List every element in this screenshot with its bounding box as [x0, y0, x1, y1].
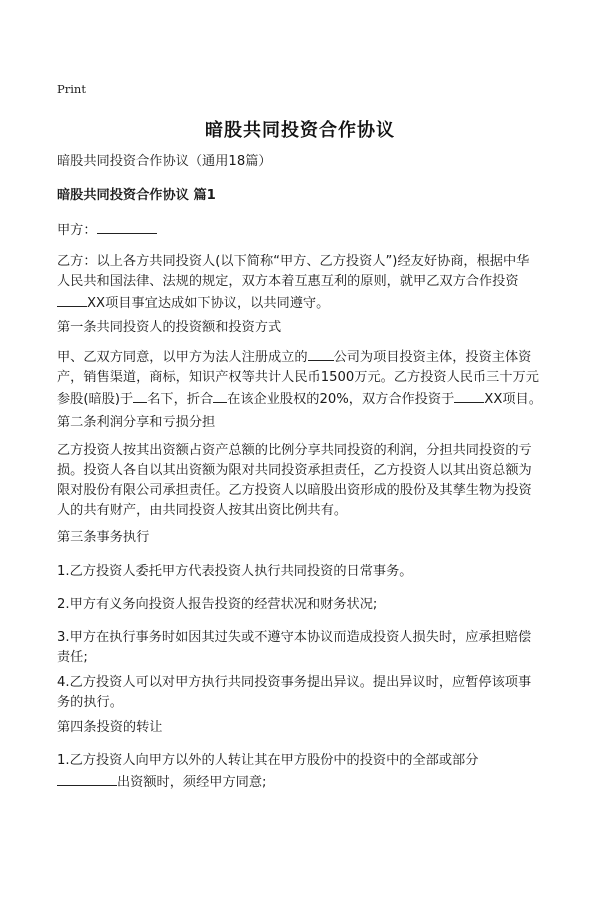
paragraph-line: 甲、乙双方同意，以甲方为法人注册成立的 公司为项目投资主体，投资主体资	[57, 346, 557, 368]
paragraph-line: 产，销售渠道，商标，知识产权等共计人民币1500万元。乙方投资人民币三十万元	[57, 370, 539, 385]
blank-line	[97, 219, 157, 234]
article-3-title: 第三条事务执行	[57, 530, 150, 545]
paragraph-line: 4.乙方投资人可以对甲方执行共同投资事务提出异议。提出异议时，应暂停该项事	[57, 675, 532, 690]
article-3-item-1: 1.乙方投资人委托甲方代表投资人执行共同投资的日常事务。	[57, 564, 413, 579]
blank-line	[133, 388, 147, 403]
party-b-paragraph	[57, 252, 557, 314]
article-3-item-2: 2.甲方有义务向投资人报告投资的经营状况和财务状况;	[57, 597, 378, 612]
paragraph-line: XX项目事宜达成如下协议，以共同遵守。	[57, 292, 557, 314]
section-heading: 暗股共同投资合作协议 篇1	[57, 188, 216, 203]
paragraph-line: 损。投资人各自以其出资额为限对共同投资承担责任，乙方投资人以其出资总额为	[57, 463, 532, 478]
paragraph-line: 出资额时，须经甲方同意;	[57, 771, 557, 793]
article-3-item-3	[57, 628, 557, 668]
blank-line	[308, 346, 334, 361]
article-4-paragraph	[57, 751, 557, 793]
document-title: 暗股共同投资合作协议	[205, 120, 395, 141]
article-1-title: 第一条共同投资人的投资额和投资方式	[57, 320, 282, 335]
article-2-paragraph	[57, 441, 557, 521]
paragraph-line: 乙方投资人按其出资额占资产总额的比例分享共同投资的利润，分担共同投资的亏	[57, 443, 532, 458]
blank-line	[454, 388, 484, 403]
article-1-paragraph	[57, 346, 557, 410]
paragraph-line: 人民共和国法律、法规的规定，双方本着互惠互利的原则，就甲乙双方合作投资	[57, 274, 519, 289]
paragraph-line: 3.甲方在执行事务时如因其过失或不遵守本协议而造成投资人损失时，应承担赔偿	[57, 630, 532, 645]
paragraph-line: 乙方：以上各方共同投资人(以下简称“甲方、乙方投资人”)经友好协商，根据中华	[57, 254, 530, 269]
paragraph-line: 人的共有财产，由共同投资人按其出资比例共有。	[57, 503, 348, 518]
party-a-label: 甲方：	[57, 223, 97, 238]
party-a-line	[57, 219, 557, 241]
paragraph-line: 务的执行。	[57, 695, 123, 710]
print-label[interactable]: Print	[57, 82, 86, 96]
paragraph-line: 1.乙方投资人向甲方以外的人转让其在甲方股份中的投资中的全部或部分	[57, 753, 479, 768]
article-3-item-4	[57, 673, 557, 713]
paragraph-line: 责任;	[57, 650, 88, 665]
blank-line	[57, 771, 117, 786]
paragraph-line: 参股(暗股)于 名下，折合 在该企业股权的20%，双方合作投资于 XX项目。	[57, 388, 557, 410]
blank-line	[57, 292, 87, 307]
paragraph-line: 限对股份有限公司承担责任。乙方投资人以暗股出资形成的股份及其孳生物为投资	[57, 483, 532, 498]
article-4-title: 第四条投资的转让	[57, 720, 163, 735]
blank-line	[213, 388, 227, 403]
document-subtitle: 暗股共同投资合作协议（通用18篇）	[57, 154, 272, 169]
article-2-title: 第二条利润分享和亏损分担	[57, 415, 216, 430]
